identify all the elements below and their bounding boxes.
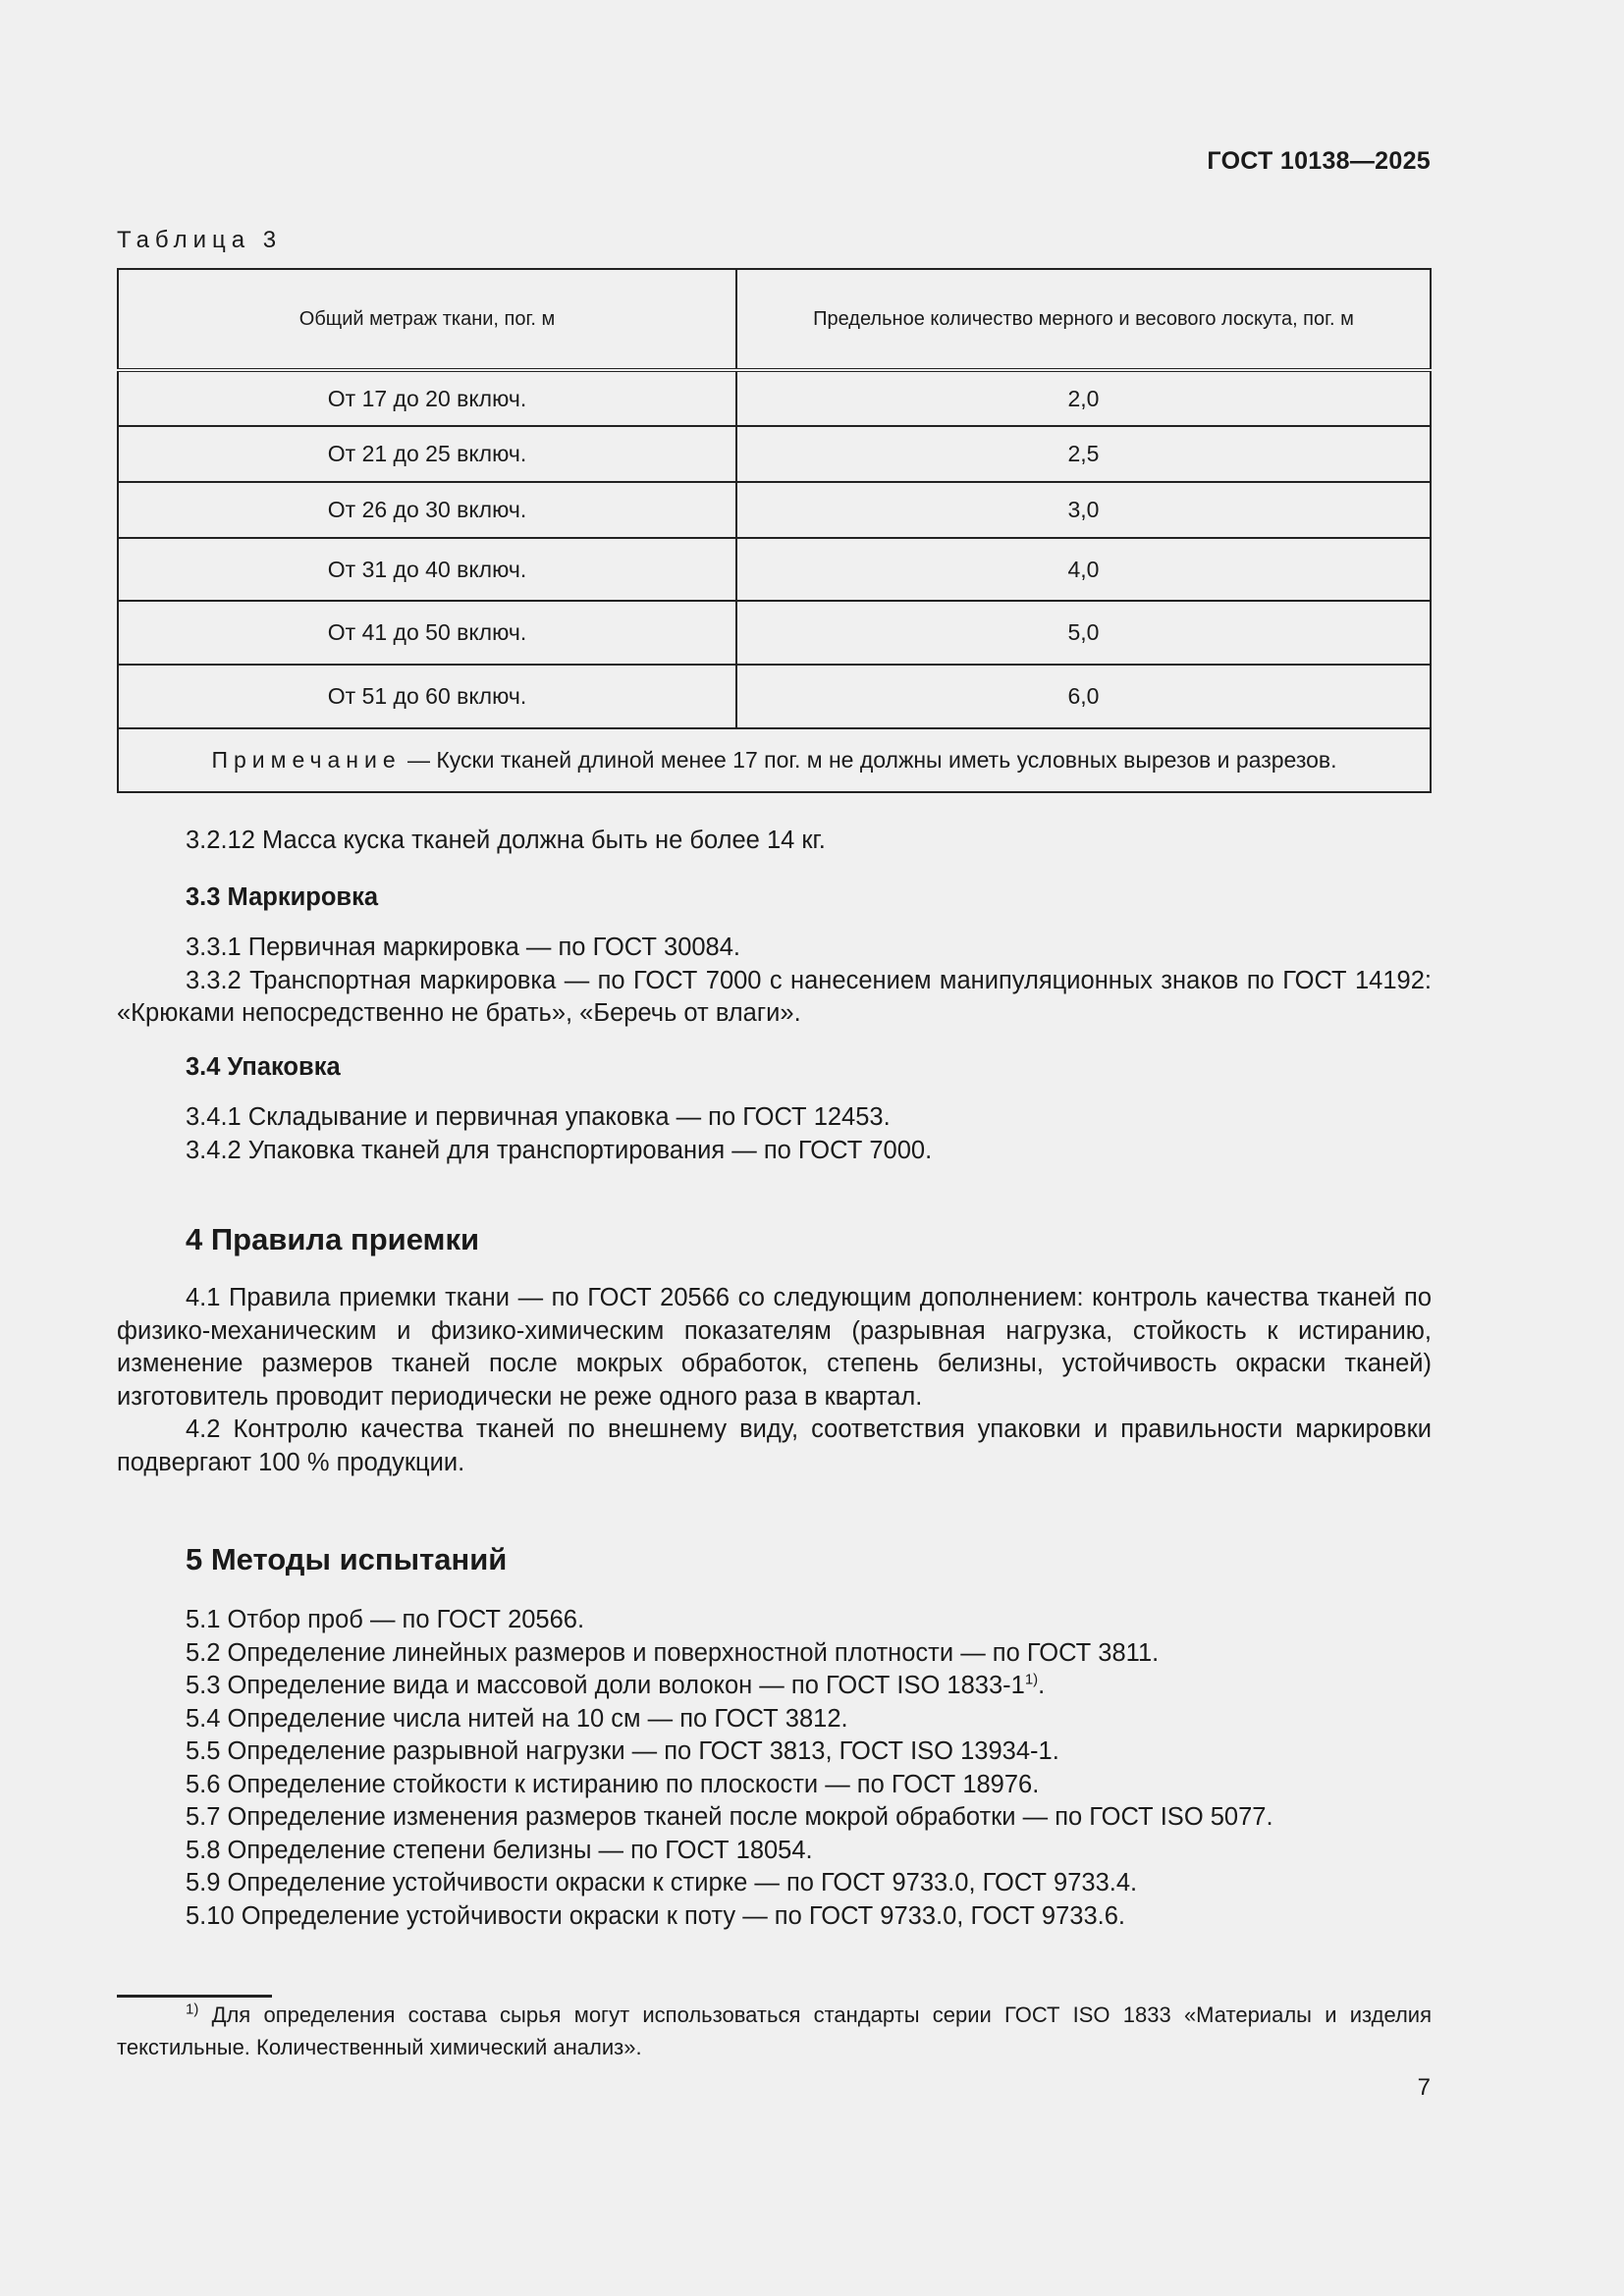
list-item: 5.9 Определение устойчивости окраски к стирке — по ГОСТ 9733.0, ГОСТ 9733.4. (186, 1869, 1138, 1896)
paragraph: 3.4.2 Упаковка тканей для транспортирования — по ГОСТ 7000. (186, 1136, 933, 1164)
chapter-heading: 4 Правила приемки (186, 1222, 480, 1256)
table-row (118, 482, 1431, 538)
list-item: 5.10 Определение устойчивости окраски к поту — по ГОСТ 9733.0, ГОСТ 9733.6. (186, 1901, 1125, 1930)
table-note (118, 728, 1431, 792)
value-cell: 2,0 (736, 370, 1431, 426)
note-text: — Куски тканей длиной менее 17 пог. м не должны иметь условных вырезов и разрезов. (401, 747, 1337, 773)
table-note-row (118, 728, 1431, 792)
footnote-text: Для определения состава сырья могут использоваться стандарты серии ГОСТ ISO 1833 «Материалы и изделия текстильные. Количественный химический анализ». (117, 2002, 1432, 2059)
value-cell: 3,0 (736, 482, 1431, 538)
section-4 (117, 1223, 1432, 1256)
value-cell: 6,0 (736, 665, 1431, 728)
chapter-heading: 5 Методы испытаний (186, 1542, 508, 1576)
range-cell: От 17 до 20 включ. (118, 370, 736, 426)
paragraph: 3.4.1 Складывание и первичная упаковка — по ГОСТ 12453. (186, 1103, 891, 1131)
list-item: 5.8 Определение степени белизны — по ГОСТ 18054. (186, 1836, 813, 1864)
value-cell: 2,5 (736, 426, 1431, 482)
value-cell: 5,0 (736, 601, 1431, 665)
footnote-mark: 1) (186, 2001, 199, 2018)
footnote-separator (117, 1995, 272, 1998)
section-3-3 (117, 881, 1432, 915)
section-heading: 3.3 Маркировка (186, 883, 379, 911)
table-row (118, 426, 1431, 482)
paragraph: 3.3.1 Первичная маркировка — по ГОСТ 30084. (186, 934, 741, 961)
section-heading: 3.4 Упаковка (186, 1053, 341, 1081)
section-3-4 (117, 1051, 1432, 1085)
note-label: Примечание (211, 747, 402, 773)
value-cell: 4,0 (736, 538, 1431, 601)
table-header-row (118, 269, 1431, 370)
list-item: 5.7 Определение изменения размеров тканей после мокрой обработки — по ГОСТ ISO 5077. (186, 1803, 1273, 1831)
paragraph: 4.2 Контролю качества тканей по внешнему виду, соответствия упаковки и правильности маркировки подвергают 100 % продукции. (117, 1415, 1432, 1476)
range-cell: От 21 до 25 включ. (118, 426, 736, 482)
section-3-3-body (117, 932, 1432, 1031)
section-3-2-12 (117, 825, 1432, 858)
list-item-text: 5.3 Определение вида и массовой доли волокон — по ГОСТ ISO 1833-1 (186, 1672, 1025, 1699)
list-item: 5.4 Определение числа нитей на 10 см — по ГОСТ 3812. (186, 1704, 848, 1733)
table-row (118, 538, 1431, 601)
paragraph: 3.3.2 Транспортная маркировка — по ГОСТ 7000 с нанесением манипуляционных знаков по ГОСТ 14192: «Крюками непосредственно не брать», «Беречь от влаги». (117, 966, 1432, 1027)
paragraph: 4.1 Правила приемки ткани — по ГОСТ 20566 со следующим дополнением: контроль качества тканей по физико-механическим и физико-химическим показателям (разрывная нагрузка, стойкость к истиранию, изменение размеров тканей после мокрых обработок, степень белизны, устойчивость окраски тканей) изготовитель проводит периодически не реже одного раза в квартал. (117, 1284, 1432, 1411)
footnote (117, 1999, 1432, 2063)
footnote-ref: 1) (1024, 1671, 1039, 1688)
table-caption: Таблица 3 (117, 227, 283, 253)
list-item: 5.2 Определение линейных размеров и поверхностной плотности — по ГОСТ 3811. (186, 1638, 1160, 1667)
table-header-col2: Предельное количество мерного и весового лоскута, пог. м (736, 269, 1431, 370)
range-cell: От 26 до 30 включ. (118, 482, 736, 538)
range-cell: От 31 до 40 включ. (118, 538, 736, 601)
list-item: 5.6 Определение стойкости к истиранию по плоскости — по ГОСТ 18976. (186, 1770, 1040, 1798)
range-cell: От 51 до 60 включ. (118, 665, 736, 728)
section-5-body (117, 1604, 1432, 1933)
document-id: ГОСТ 10138—2025 (1207, 147, 1431, 175)
list-item (117, 1670, 1432, 1703)
page-number: 7 (1417, 2074, 1431, 2101)
paragraph: 3.2.12 Масса куска тканей должна быть не более 14 кг. (186, 827, 826, 854)
list-item-tail: . (1038, 1672, 1046, 1699)
section-4-body (117, 1282, 1432, 1479)
list-item: 5.5 Определение разрывной нагрузки — по ГОСТ 3813, ГОСТ ISO 13934-1. (186, 1737, 1059, 1765)
table-3 (117, 268, 1432, 793)
section-5 (117, 1543, 1432, 1576)
table-row (118, 601, 1431, 665)
table-header-col1: Общий метраж ткани, пог. м (118, 269, 736, 370)
table-row (118, 665, 1431, 728)
range-cell: От 41 до 50 включ. (118, 601, 736, 665)
list-item: 5.1 Отбор проб — по ГОСТ 20566. (186, 1606, 585, 1633)
table-row (118, 370, 1431, 426)
section-3-4-body (117, 1101, 1432, 1167)
